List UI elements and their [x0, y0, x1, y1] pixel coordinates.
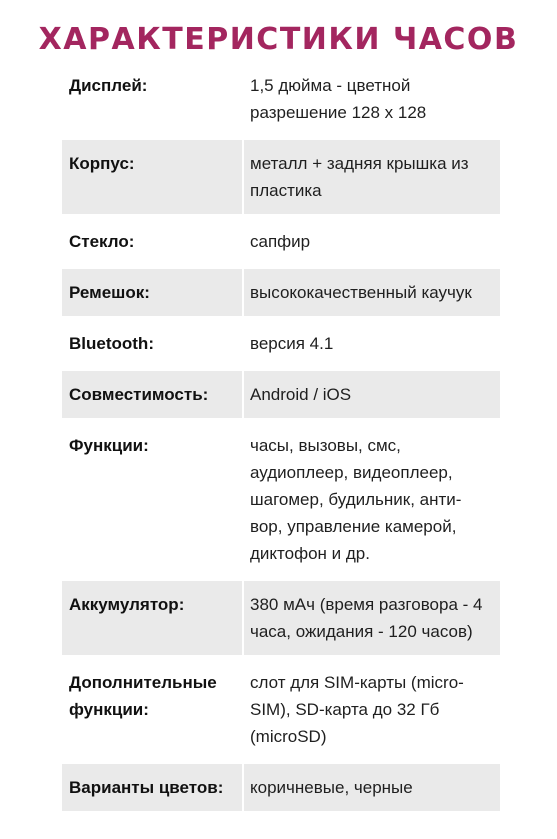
spec-row-colors: [62, 764, 500, 811]
spec-value: коричневые, черные: [244, 764, 500, 811]
spec-key: Аккумулятор:: [62, 581, 242, 655]
page-title: ХАРАКТЕРИСТИКИ ЧАСОВ: [38, 22, 519, 58]
spec-value: слот для SIM-карты (micro-SIM), SD-карта до 32 Гб (microSD): [244, 659, 500, 760]
spec-row-bluetooth: [62, 320, 500, 367]
spec-key: Дисплей:: [62, 62, 242, 136]
spec-value: 380 мАч (время разговора - 4 часа, ожидания - 120 часов): [244, 581, 500, 655]
spec-row-functions: [62, 422, 500, 577]
spec-value: высококачественный каучук: [244, 269, 500, 316]
spec-key: Совместимость:: [62, 371, 242, 418]
spec-value: 1,5 дюйма - цветной разрешение 128 x 128: [244, 62, 500, 136]
spec-key: Корпус:: [62, 140, 242, 214]
spec-key: Функции:: [62, 422, 242, 577]
spec-row-glass: [62, 218, 500, 265]
spec-value: металл + задняя крышка из пластика: [244, 140, 500, 214]
specs-table: [62, 62, 500, 815]
spec-key: Дополнительные функции:: [62, 659, 242, 760]
spec-key: Ремешок:: [62, 269, 242, 316]
spec-value: версия 4.1: [244, 320, 500, 367]
spec-row-battery: [62, 581, 500, 655]
spec-value: сапфир: [244, 218, 500, 265]
spec-value: часы, вызовы, смс, аудиоплеер, видеоплеер, шагомер, будильник, анти-вор, управление камерой, диктофон и др.: [244, 422, 500, 577]
spec-key: Bluetooth:: [62, 320, 242, 367]
spec-row-compatibility: [62, 371, 500, 418]
spec-value: Android / iOS: [244, 371, 500, 418]
spec-row-extra-functions: [62, 659, 500, 760]
spec-row-body: [62, 140, 500, 214]
spec-key: Стекло:: [62, 218, 242, 265]
spec-row-strap: [62, 269, 500, 316]
spec-row-display: [62, 62, 500, 136]
spec-key: Варианты цветов:: [62, 764, 242, 811]
